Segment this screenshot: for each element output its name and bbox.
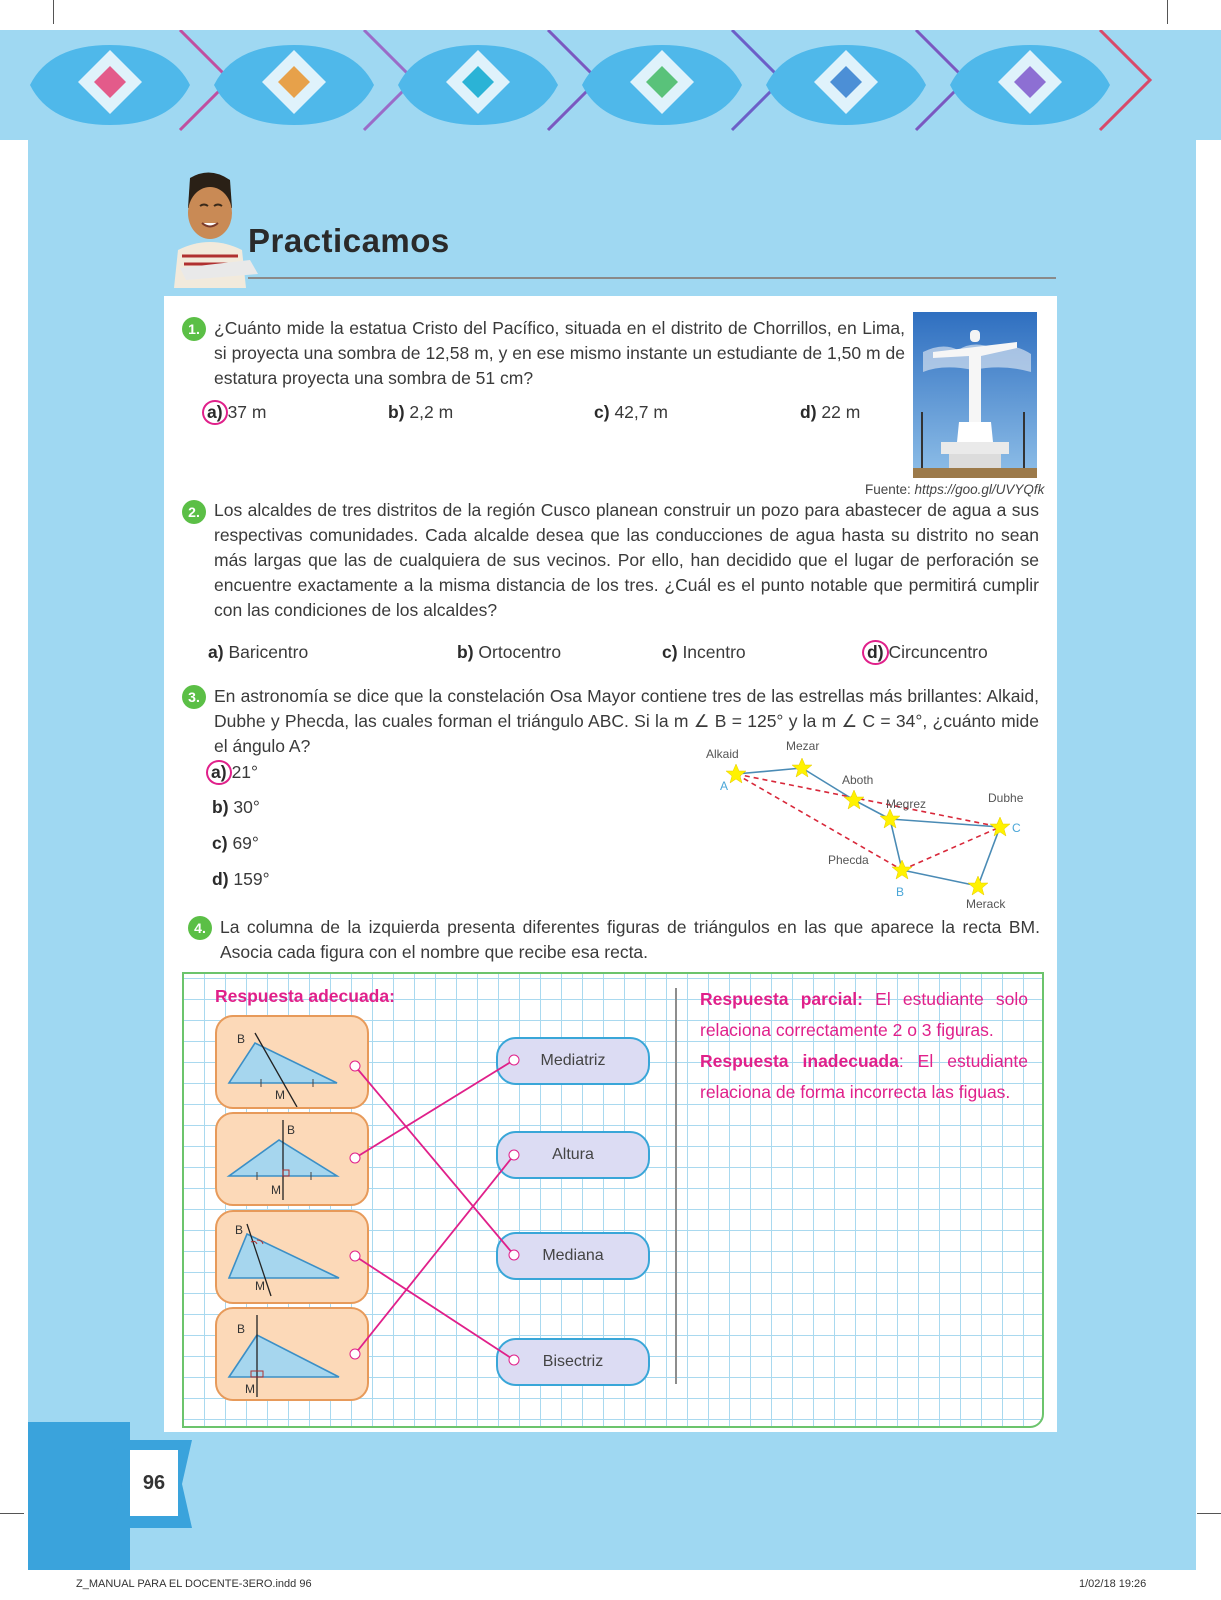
option-letter: c) <box>212 833 228 853</box>
q2-option-a[interactable] <box>208 642 308 663</box>
image-source <box>865 482 1044 497</box>
star-icon <box>968 876 988 895</box>
partial-label: Respuesta parcial: <box>700 989 863 1009</box>
point-label: B <box>237 1322 246 1336</box>
option-letter: b) <box>212 797 229 817</box>
figure-card-3[interactable] <box>215 1210 369 1304</box>
star-icon <box>792 758 812 777</box>
point-label: B <box>235 1223 244 1237</box>
page-number: 96 <box>130 1450 178 1516</box>
star-label: Megrez <box>886 797 927 811</box>
option-altura[interactable]: Altura <box>496 1131 650 1179</box>
cristo-del-pacifico-photo <box>913 312 1037 478</box>
question-number: 2. <box>182 500 206 524</box>
option-letter: a) <box>202 400 228 425</box>
option-value: Incentro <box>682 642 746 662</box>
question-1-text: ¿Cuánto mide la estatua Cristo del Pacífico, situada en el distrito de Chorrillos, en Lima, si proyecta una sombra de 12,58 m, y en ese mismo instante un estudiante de 1,50 m de estatura proyecta una sombra de 51 cm? <box>214 318 905 388</box>
q3-option-a[interactable] <box>212 760 258 785</box>
point-label: B <box>237 1032 246 1046</box>
footer-date: 1/02/18 19:26 <box>1079 1578 1147 1590</box>
q2-option-d[interactable] <box>868 640 988 665</box>
star-label: Mezar <box>786 740 820 753</box>
title-underline <box>248 277 1056 279</box>
option-value: Ortocentro <box>478 642 562 662</box>
q1-option-d[interactable] <box>800 402 860 423</box>
q3-option-c[interactable] <box>212 833 259 854</box>
question-number: 3. <box>182 685 206 709</box>
question-4-text: La columna de la izquierda presenta diferentes figuras de triángulos en las que aparece la recta BM. Asocia cada figura con el nombre que recibe esa recta. <box>220 917 1040 962</box>
option-value: Baricentro <box>228 642 309 662</box>
option-value: Circuncentro <box>888 642 988 662</box>
option-value: 30° <box>233 797 260 817</box>
point-label: M <box>255 1279 265 1293</box>
q2-option-c[interactable] <box>662 642 746 663</box>
option-letter: d) <box>862 640 889 665</box>
star-label: Phecda <box>828 853 869 867</box>
option-value: 69° <box>232 833 259 853</box>
question-2-text: Los alcaldes de tres distritos de la región Cusco planean construir un pozo para abastecer de agua a sus respectivas comunidades. Cada alcalde desea que las conducciones de agua hasta su distrito no sean más largas que las de cualquiera de sus vecinos. Por ello, han decidido que el lugar de perforación se encuentre exactamente a la misma distancia de los tres. ¿Cuál es el punto notable que permitirá cumplir con las condiciones de los alcaldes? <box>214 500 1039 620</box>
star-icon <box>880 809 900 828</box>
q3-option-d[interactable] <box>212 869 270 890</box>
option-value: 159° <box>233 869 270 889</box>
vertex-label: B <box>896 885 905 899</box>
point-label: M <box>275 1088 285 1102</box>
vertex-label: A <box>720 779 729 793</box>
star-label: Merack <box>966 897 1006 910</box>
partial-text: El estudiante solo relaciona correctamente 2 o 3 figuras. <box>700 989 1028 1040</box>
inadequate-label: Respuesta inadecuada <box>700 1051 899 1071</box>
crop-mark <box>0 1513 24 1514</box>
option-letter: b) <box>457 642 474 662</box>
page-title: Practicamos <box>248 222 450 259</box>
star-label: Dubhe <box>988 791 1024 805</box>
q3-option-b[interactable] <box>212 797 260 818</box>
question-3-text: En astronomía se dice que la constelación Osa Mayor contiene tres de las estrellas más brillantes: Alkaid, Dubhe y Phecda, las cuales forman el triángulo ABC. Si la m ∠ B = 125° y la m ∠ C = 34°, ¿cuánto mide el ángulo A? <box>214 686 1039 756</box>
star-label: Alkaid <box>706 747 739 761</box>
crop-mark <box>53 0 54 24</box>
decorative-banner <box>0 30 1221 140</box>
vertex-label: C <box>1012 821 1021 835</box>
star-icon <box>990 817 1010 836</box>
figure-card-1[interactable] <box>215 1015 369 1109</box>
grid-divider <box>675 988 677 1384</box>
option-letter: d) <box>800 402 817 422</box>
option-value: 22 m <box>821 402 861 422</box>
triangle-figure <box>217 1114 367 1204</box>
star-label: Aboth <box>842 773 874 787</box>
option-mediatriz[interactable]: Mediatriz <box>496 1037 650 1085</box>
option-value: 21° <box>231 762 259 782</box>
constellation-diagram <box>690 740 1040 910</box>
star-icon <box>726 764 746 783</box>
question-number: 1. <box>182 317 206 341</box>
figure-card-2[interactable] <box>215 1112 369 1206</box>
q2-option-b[interactable] <box>457 642 561 663</box>
q1-option-b[interactable] <box>388 402 453 423</box>
student-illustration <box>160 168 260 288</box>
star-icon <box>844 790 864 809</box>
triangle-figure <box>217 1017 367 1107</box>
q1-option-c[interactable] <box>594 402 668 423</box>
crop-mark <box>1197 1513 1221 1514</box>
point-label: B <box>287 1123 296 1137</box>
rubric-text <box>700 984 1028 1108</box>
point-label: M <box>245 1382 255 1396</box>
option-letter: d) <box>212 869 229 889</box>
source-label: Fuente: <box>865 482 911 497</box>
q1-option-a[interactable] <box>208 400 266 425</box>
option-value: 37 m <box>227 402 267 422</box>
figure-card-4[interactable] <box>215 1307 369 1401</box>
inadequate-text: : El estudiante relaciona de forma incorrecta las figuas. <box>700 1051 1029 1102</box>
option-value: 42,7 m <box>614 402 668 422</box>
option-bisectriz[interactable]: Bisectriz <box>496 1338 650 1386</box>
triangle-figure <box>217 1212 367 1302</box>
option-letter: c) <box>594 402 610 422</box>
crop-mark <box>1167 0 1168 24</box>
triangle-figure <box>217 1309 367 1399</box>
option-letter: b) <box>388 402 405 422</box>
option-letter: c) <box>662 642 678 662</box>
source-link[interactable]: https://goo.gl/UVYQfk <box>914 482 1045 497</box>
option-value: 2,2 m <box>409 402 454 422</box>
option-letter: a) <box>208 642 224 662</box>
option-letter: a) <box>206 760 232 785</box>
point-label: M <box>271 1183 281 1197</box>
question-number: 4. <box>188 916 212 940</box>
option-mediana[interactable]: Mediana <box>496 1232 650 1280</box>
footer-file: Z_MANUAL PARA EL DOCENTE-3ERO.indd 96 <box>76 1578 312 1590</box>
star-icon <box>892 860 912 879</box>
adequate-answer-heading: Respuesta adecuada: <box>215 986 395 1006</box>
